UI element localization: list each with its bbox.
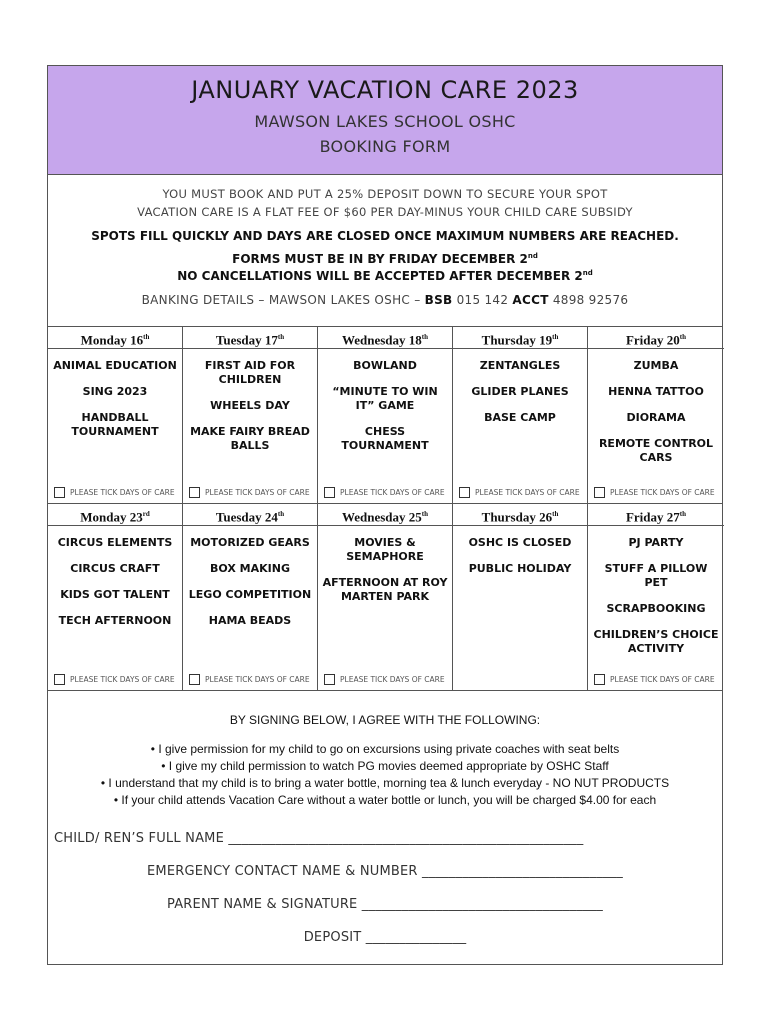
activity: FIRST AID FOR CHILDREN [204, 359, 296, 386]
day-column [48, 327, 183, 504]
tick-days-checkbox[interactable]: PLEASE TICK DAYS OF CARE [459, 487, 580, 498]
activity: HENNA TATTOO [608, 385, 704, 398]
tick-days-checkbox[interactable]: PLEASE TICK DAYS OF CARE [189, 674, 310, 685]
agreement-item: • I give permission for my child to go on excursions using private coaches with seat belts [150, 742, 620, 756]
form-header [48, 66, 722, 175]
checkbox-icon[interactable] [324, 674, 335, 685]
activity: SCRAPBOOKING [606, 602, 706, 615]
deposit-field[interactable]: DEPOSIT _______________ [303, 930, 467, 945]
agreement-heading: BY SIGNING BELOW, I AGREE WITH THE FOLLOWING: [229, 713, 541, 727]
day-column [453, 504, 588, 691]
activity: HANDBALL TOURNAMENT [71, 411, 159, 438]
activity: MAKE FAIRY BREAD BALLS [190, 425, 310, 452]
forms-deadline: FORMS MUST BE IN BY FRIDAY DECEMBER 2nd [232, 252, 538, 266]
activity: ZUMBA [633, 359, 679, 372]
activity: CIRCUS CRAFT [70, 562, 160, 575]
tick-days-checkbox[interactable]: PLEASE TICK DAYS OF CARE [189, 487, 310, 498]
activity: BOX MAKING [210, 562, 290, 575]
day-column [588, 504, 724, 691]
tick-days-checkbox[interactable]: PLEASE TICK DAYS OF CARE [594, 487, 715, 498]
banking-details: BANKING DETAILS – MAWSON LAKES OSHC – BSB 015 142 ACCT 4898 92576 [141, 293, 629, 307]
day-header: Friday 20th [588, 327, 724, 349]
activity: DIORAMA [626, 411, 686, 424]
day-column [48, 504, 183, 691]
checkbox-icon[interactable] [594, 487, 605, 498]
tick-days-checkbox[interactable]: PLEASE TICK DAYS OF CARE [594, 674, 715, 685]
activity: ZENTANGLES [479, 359, 561, 372]
activity: WHEELS DAY [210, 399, 290, 412]
day-header: Monday 23rd [48, 504, 182, 526]
booking-form [47, 65, 723, 965]
activity: BASE CAMP [484, 411, 556, 424]
day-header: Thursday 26th [453, 504, 587, 526]
week-1-schedule [48, 326, 722, 504]
agreement-item: • I understand that my child is to bring a water bottle, morning tea & lunch everyday - NO NUT PRODUCTS [100, 776, 670, 790]
activity: STUFF A PILLOW PET [604, 562, 708, 589]
fee-notice: VACATION CARE IS A FLAT FEE OF $60 PER DAY-MINUS YOUR CHILD CARE SUBSIDY [137, 205, 633, 219]
agreement-section [48, 690, 722, 966]
day-column [453, 327, 588, 504]
checkbox-icon[interactable] [594, 674, 605, 685]
day-column [318, 504, 453, 691]
activity: MOVIES & SEMAPHORE [346, 536, 424, 563]
activity: BOWLAND [353, 359, 417, 372]
tick-days-checkbox[interactable]: PLEASE TICK DAYS OF CARE [324, 674, 445, 685]
activity: PUBLIC HOLIDAY [468, 562, 572, 575]
day-header: Wednesday 18th [318, 327, 452, 349]
activity: KIDS GOT TALENT [60, 588, 170, 601]
tick-days-checkbox[interactable]: PLEASE TICK DAYS OF CARE [324, 487, 445, 498]
school-name: MAWSON LAKES SCHOOL OSHC [254, 112, 516, 131]
activity: CHESS TOURNAMENT [341, 425, 429, 452]
form-name: BOOKING FORM [319, 137, 451, 156]
tick-days-checkbox[interactable]: PLEASE TICK DAYS OF CARE [54, 487, 175, 498]
day-header: Thursday 19th [453, 327, 587, 349]
deposit-notice: YOU MUST BOOK AND PUT A 25% DEPOSIT DOWN TO SECURE YOUR SPOT [162, 187, 608, 201]
activity: SING 2023 [82, 385, 148, 398]
day-header: Friday 27th [588, 504, 724, 526]
day-column [318, 327, 453, 504]
page-title: JANUARY VACATION CARE 2023 [191, 76, 579, 104]
day-header: Tuesday 24th [183, 504, 317, 526]
activity: GLIDER PLANES [471, 385, 569, 398]
activity: PJ PARTY [628, 536, 684, 549]
activity: LEGO COMPETITION [188, 588, 312, 601]
spots-notice: SPOTS FILL QUICKLY AND DAYS ARE CLOSED ONCE MAXIMUM NUMBERS ARE REACHED. [91, 229, 679, 243]
day-header: Tuesday 17th [183, 327, 317, 349]
activity: CHILDREN’S CHOICE ACTIVITY [593, 628, 719, 655]
checkbox-icon[interactable] [54, 487, 65, 498]
checkbox-icon[interactable] [189, 487, 200, 498]
checkbox-icon[interactable] [324, 487, 335, 498]
booking-info [48, 174, 722, 324]
day-header: Monday 16th [48, 327, 182, 349]
cancellation-notice: NO CANCELLATIONS WILL BE ACCEPTED AFTER DECEMBER 2nd [177, 269, 593, 283]
day-column [183, 327, 318, 504]
agreement-item: • I give my child permission to watch PG movies deemed appropriate by OSHC Staff [161, 759, 609, 773]
activity: OSHC IS CLOSED [468, 536, 572, 549]
activity: ANIMAL EDUCATION [53, 359, 177, 372]
activity: AFTERNOON AT ROY MARTEN PARK [322, 576, 448, 603]
checkbox-icon[interactable] [459, 487, 470, 498]
day-column [588, 327, 724, 504]
agreement-item: • If your child attends Vacation Care without a water bottle or lunch, you will be charged $4.00 for each [113, 793, 657, 807]
activity: CIRCUS ELEMENTS [57, 536, 173, 549]
activity: REMOTE CONTROL CARS [598, 437, 714, 464]
tick-days-checkbox[interactable]: PLEASE TICK DAYS OF CARE [54, 674, 175, 685]
emergency-contact-field[interactable]: EMERGENCY CONTACT NAME & NUMBER ______________________________ [147, 864, 623, 879]
parent-signature-field[interactable]: PARENT NAME & SIGNATURE ____________________________________ [167, 897, 603, 912]
activity: HAMA BEADS [208, 614, 292, 627]
day-header: Wednesday 25th [318, 504, 452, 526]
activity: “MINUTE TO WIN IT” GAME [332, 385, 438, 412]
child-name-field[interactable]: CHILD/ REN’S FULL NAME _____________________________________________________ [54, 831, 584, 846]
activity: TECH AFTERNOON [58, 614, 172, 627]
checkbox-icon[interactable] [189, 674, 200, 685]
activity: MOTORIZED GEARS [190, 536, 310, 549]
week-2-schedule [48, 503, 722, 691]
agreement-list [48, 741, 722, 809]
day-column [183, 504, 318, 691]
checkbox-icon[interactable] [54, 674, 65, 685]
